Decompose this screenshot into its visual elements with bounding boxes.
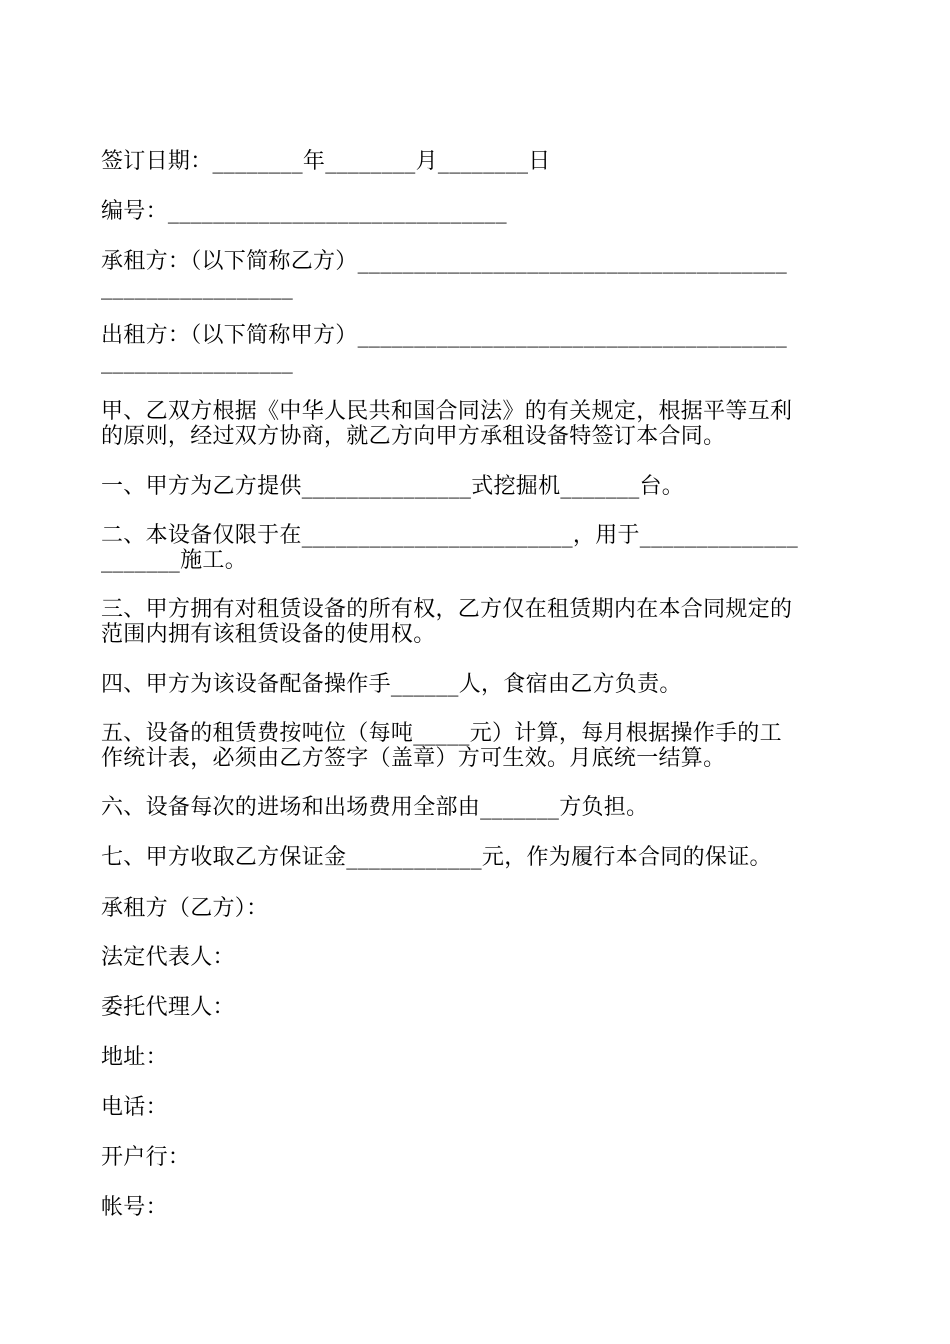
clause-3-line-2: 范围内拥有该租赁设备的使用权。: [101, 622, 436, 647]
lessee-line-continued: _________________: [101, 275, 294, 300]
signature-account-label: 帐号：: [101, 1195, 168, 1220]
clause-5-line-2: 作统计表，必须由乙方签字（盖章）方可生效。月底统一结算。: [101, 746, 726, 771]
clause-5-line-1: 五、设备的租赁费按吨位（每吨_____元）计算，每月根据操作手的工: [101, 721, 782, 746]
signature-address-label: 地址：: [101, 1045, 168, 1070]
clause-1: 一、甲方为乙方提供_______________式挖掘机_______台。: [101, 474, 685, 499]
signature-legal-representative-label: 法定代表人：: [101, 945, 235, 970]
clause-2-line-1: 二、本设备仅限于在________________________，用于______________: [101, 523, 799, 548]
clause-6: 六、设备每次的进场和出场费用全部由_______方负担。: [101, 795, 649, 820]
clause-4: 四、甲方为该设备配备操作手______人，食宿由乙方负责。: [101, 672, 682, 697]
contract-number-line: 编号：______________________________: [101, 199, 507, 224]
lessor-line-continued: _________________: [101, 349, 294, 374]
lessee-line: 承租方：（以下简称乙方）______________________________________: [101, 249, 788, 274]
signature-agent-label: 委托代理人：: [101, 995, 235, 1020]
intro-paragraph-line-1: 甲、乙双方根据《中华人民共和国合同法》的有关规定，根据平等互利: [101, 399, 793, 424]
signature-phone-label: 电话：: [101, 1095, 168, 1120]
signature-bank-label: 开户行：: [101, 1145, 191, 1170]
clause-7: 七、甲方收取乙方保证金____________元，作为履行本合同的保证。: [101, 845, 772, 870]
signature-lessee-label: 承租方（乙方）：: [101, 896, 269, 921]
clause-2-line-2: _______施工。: [101, 548, 248, 573]
signing-date-line: 签订日期：________年________月________日: [101, 149, 551, 174]
intro-paragraph-line-2: 的原则，经过双方协商，就乙方向甲方承租设备特签订本合同。: [101, 424, 726, 449]
lessor-line: 出租方：（以下简称甲方）______________________________________: [101, 323, 788, 348]
clause-3-line-1: 三、甲方拥有对租赁设备的所有权，乙方仅在租赁期内在本合同规定的: [101, 597, 793, 622]
